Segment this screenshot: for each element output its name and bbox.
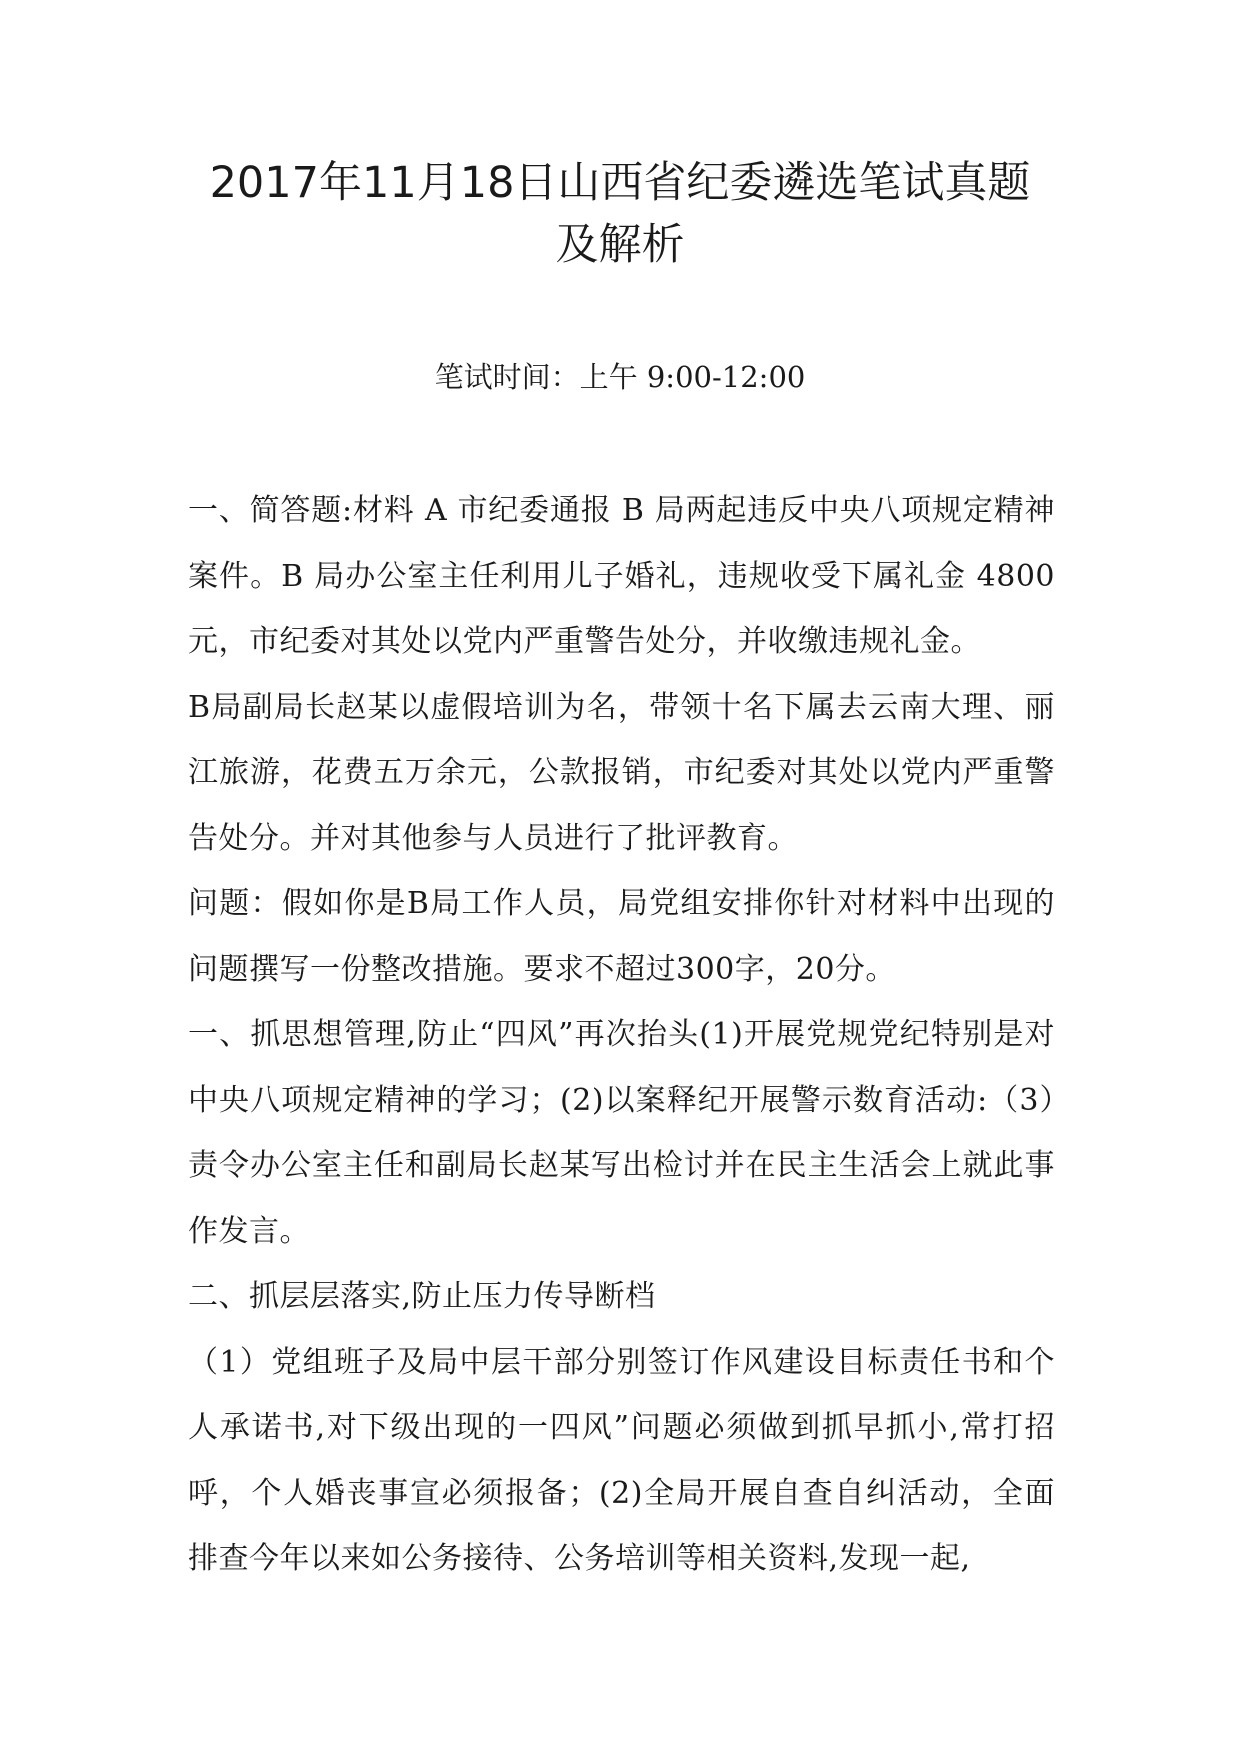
document-body <box>188 478 1055 1592</box>
section-heading: 二、抓层层落实,防止压力传导断档 <box>188 1279 656 1314</box>
document-title-continued: 及解析 <box>555 220 685 270</box>
document-title: 2017年11月18日山西省纪委遴选笔试真题 <box>209 158 1031 208</box>
paragraph: （1）党组班子及局中层干部分别签订作风建设目标责任书和个人承诺书,对下级出现的一四风”问题必须做到抓早抓小,常打招呼，个人婚丧事宣必须报备；(2)全局开展自查自纠活动，全面排查今年以来如公务接待、公务培训等相关资料,发现一起, <box>188 1344 1055 1576</box>
paragraph: B局副局长赵某以虚假培训为名，带领十名下属去云南大理、丽江旅游，花费五万余元，公款报销，市纪委对其处以党内严重警告处分。并对其他参与人员进行了批评教育。 <box>188 689 1055 856</box>
paragraph: 一、抓思想管理,防止“四风”再次抬头(1)开展党规党纪特别是对中央八项规定精神的学习；(2)以案释纪开展警示数育活动:（3）责令办公室主任和副局长赵某写出检讨并在民主生活会上就此事作发言。 <box>188 1017 1055 1249</box>
paragraph: 一、简答题:材料 A 市纪委通报 B 局两起违反中央八项规定精神案件。B 局办公室主任利用儿子婚礼，违规收受下属礼金 4800元，市纪委对其处以党内严重警告处分，并收缴违规礼金。 <box>188 493 1055 659</box>
exam-time: 笔试时间：上午 9:00-12:00 <box>434 360 806 394</box>
paragraph: 问题：假如你是B局工作人员，局党组安排你针对材料中出现的问题撰写一份整改措施。要求不超过300字，20分。 <box>188 886 1055 987</box>
